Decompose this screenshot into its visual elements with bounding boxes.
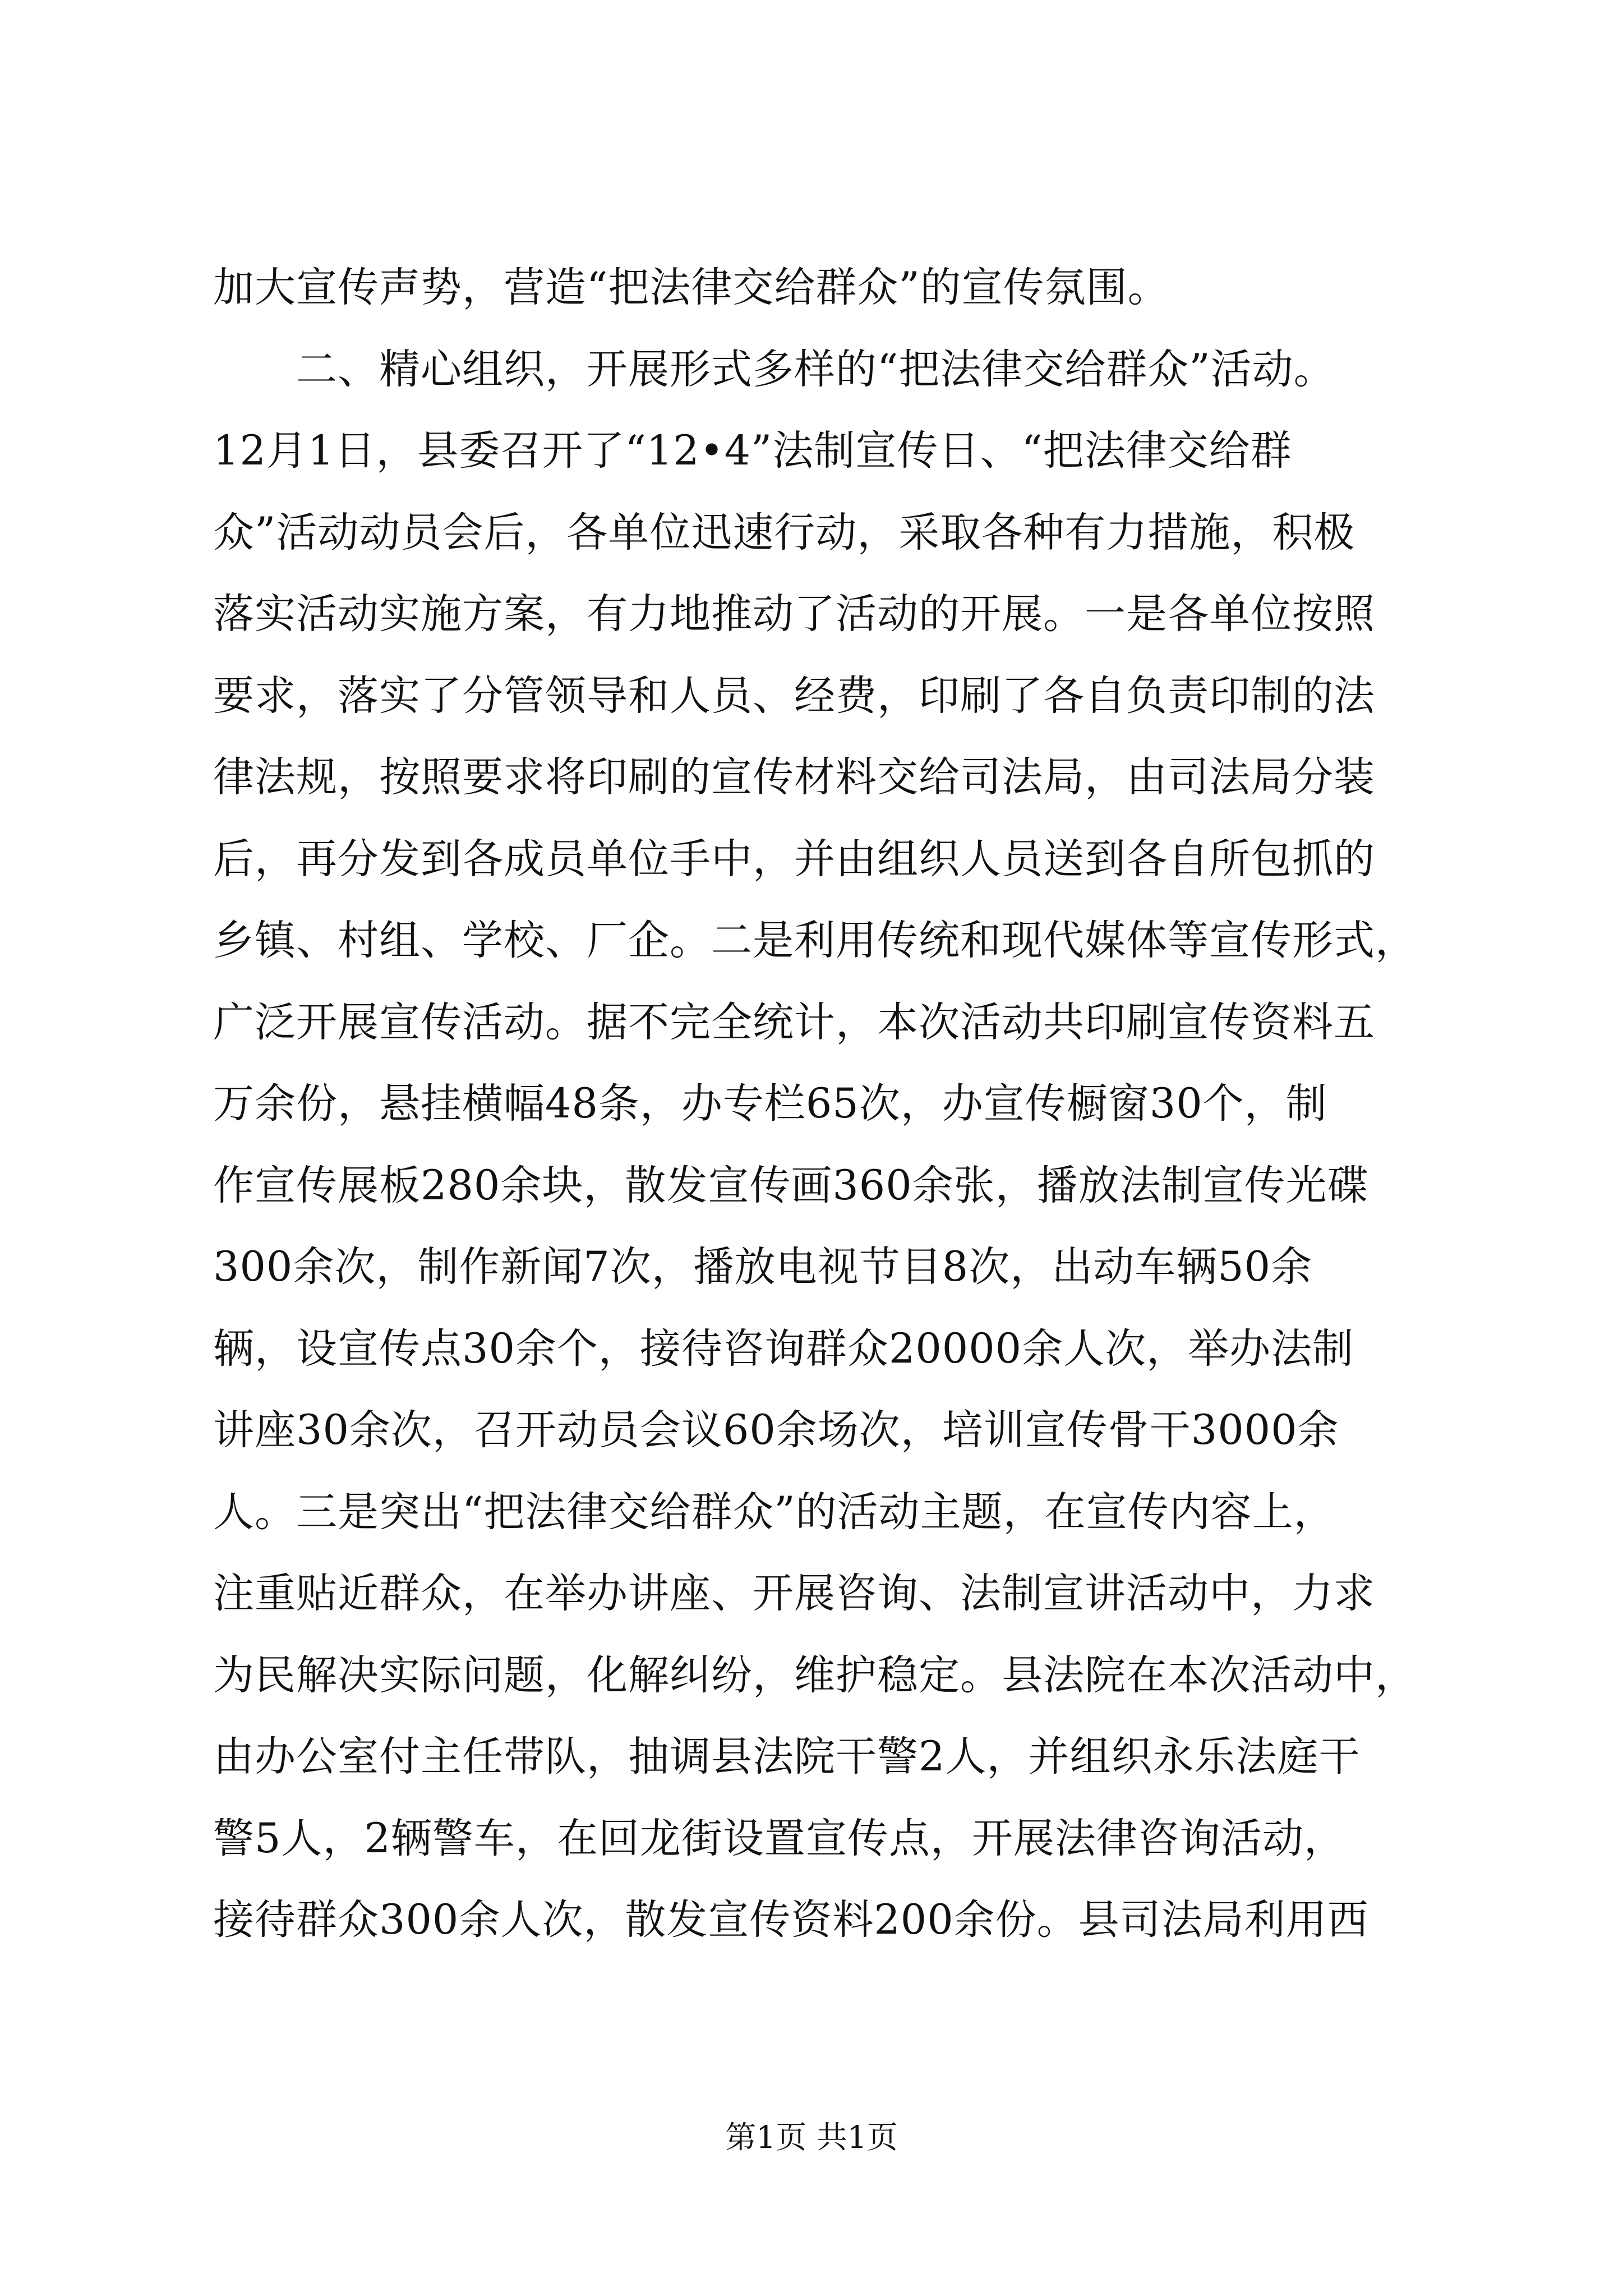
text-line: 二、精心组织，开展形式多样的“把法律交给群众”活动。 [213, 345, 1335, 393]
text-line: 落实活动实施方案，有力地推动了活动的开展。一是各单位按照 [213, 590, 1375, 638]
text-line: 作宣传展板280余块，散发宣传画360余张，播放法制宣传光碟 [213, 1161, 1369, 1209]
text-line: 警5人，2辆警车，在回龙街设置宣传点，开展法律咨询活动， [213, 1814, 1345, 1862]
text-line: 万余份，悬挂横幅48条，办专栏65次，办宣传橱窗30个，制 [213, 1080, 1327, 1128]
text-line: 300余次，制作新闻7次，播放电视节目8次，出动车辆50余 [213, 1243, 1313, 1291]
text-line: 由办公室付主任带队，抽调县法院干警2人，并组织永乐法庭干 [213, 1733, 1361, 1780]
text-line: 律法规，按照要求将印刷的宣传材料交给司法局，由司法局分装 [213, 753, 1375, 801]
text-line: 讲座30余次，召开动员会议60余场次，培训宣传骨干3000余 [213, 1406, 1339, 1454]
page-number-label: 第1页 共1页 [725, 2119, 898, 2155]
text-line: 注重贴近群众，在举办讲座、开展咨询、法制宣讲活动中，力求 [213, 1570, 1375, 1617]
text-line: 加大宣传声势，营造“把法律交给群众”的宣传氛围。 [213, 264, 1169, 311]
text-line: 广泛开展宣传活动。据不完全统计，本次活动共印刷宣传资料五 [213, 998, 1375, 1046]
body-text [213, 247, 1424, 1961]
text-line: 要求，落实了分管领导和人员、经费，印刷了各自负责印制的法 [213, 671, 1375, 720]
text-line: 后，再分发到各成员单位手中，并由组织人员送到各自所包抓的 [213, 835, 1375, 883]
text-line: 接待群众300余人次，散发宣传资料200余份。县司法局利用西 [213, 1896, 1369, 1944]
text-line: 人。三是突出“把法律交给群众”的活动主题，在宣传内容上， [213, 1488, 1335, 1536]
text-line: 为民解决实际问题，化解纠纷，维护稳定。县法院在本次活动中， [213, 1651, 1417, 1699]
page-footer [0, 2118, 1623, 2157]
text-line: 众”活动动员会后，各单位迅速行动，采取各种有力措施，积极 [213, 508, 1355, 556]
text-line: 乡镇、村组、学校、厂企。二是利用传统和现代媒体等宣传形式， [213, 917, 1417, 964]
text-line: 12月1日，县委召开了“12•4”法制宣传日、“把法律交给群 [213, 427, 1292, 475]
text-line: 辆，设宣传点30余个，接待咨询群众20000余人次，举办法制 [213, 1324, 1354, 1373]
